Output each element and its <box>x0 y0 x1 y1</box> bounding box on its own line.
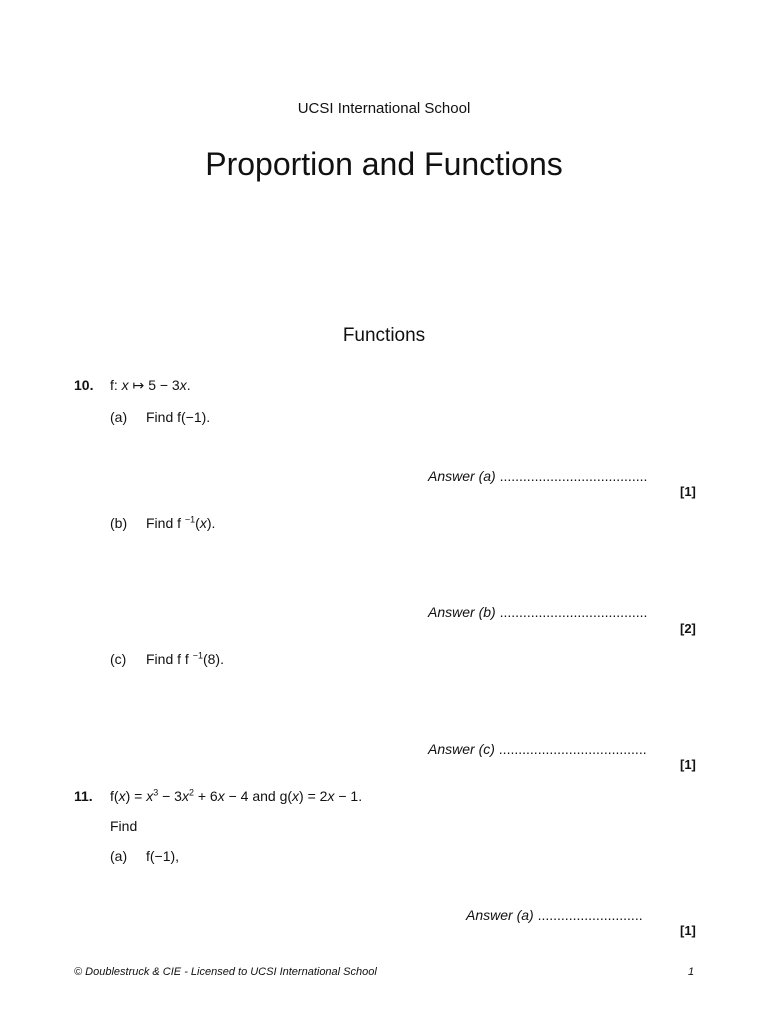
question-11-stem: $f(x) = x^3 - 3x^2 + 6x - 4$ and g(x) = 2x − 1. <box>110 787 363 804</box>
answer-10b-line: Answer (b) ...................................... <box>428 604 648 620</box>
marks-10c: [1] <box>680 757 696 772</box>
question-10-number: 10. <box>74 377 94 393</box>
page-title: Proportion and Functions <box>205 146 563 182</box>
question-11-find: Find <box>110 818 138 834</box>
marks-11a: [1] <box>680 923 696 938</box>
section-title: Functions <box>342 325 426 346</box>
footer-copyright: © Doublestruck & CIE - Licensed to UCSI International School <box>74 966 377 978</box>
question-10a-label: (a) <box>110 409 128 425</box>
question-10-stem: f: x ↦ 5 − 3x. <box>110 377 191 393</box>
question-11a-label: (a) <box>110 848 128 864</box>
question-10b-label: (b) <box>110 515 128 531</box>
question-11a-text: f(−1), <box>146 848 180 864</box>
school-name: UCSI International School <box>297 100 471 117</box>
marks-10a: [1] <box>680 484 696 499</box>
answer-10c-line: Answer (c) ...................................... <box>428 741 647 757</box>
question-10c-label: (c) <box>110 651 127 667</box>
marks-10b: [2] <box>680 621 696 636</box>
footer-page-number: 1 <box>688 966 695 978</box>
question-10a-text: Find f(−1). <box>146 409 211 425</box>
question-10b-text: Find f $^{-1}$(x). <box>146 514 216 531</box>
question-10c-text: Find f f $^{-1}$(8). <box>146 650 224 667</box>
answer-11a-line: Answer (a) ........................... <box>466 907 643 923</box>
question-11-number: 11. <box>74 788 93 804</box>
answer-10a-line: Answer (a) ...................................... <box>428 468 648 484</box>
